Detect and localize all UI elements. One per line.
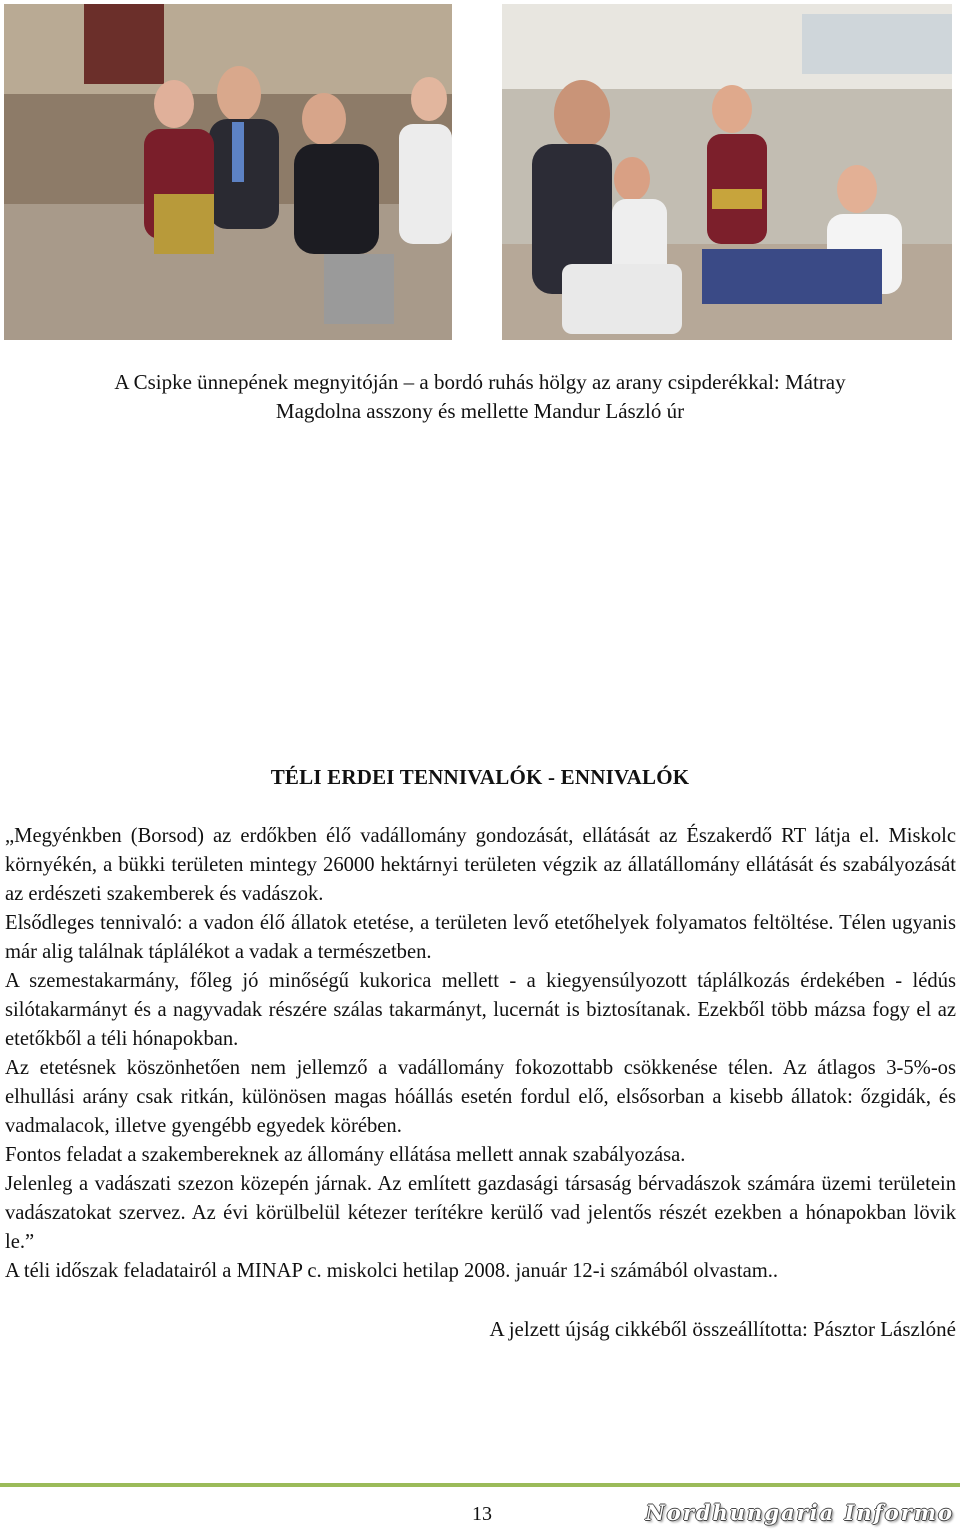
page-number: 13 (472, 1503, 492, 1525)
article-paragraph: A szemestakarmány, főleg jó minőségű kukorica mellett - a kiegyensúlyozott táplálkozás érdekében - lédús silótakarmányt és a nagyvadak részére szálas takarmányt, lucernát is biztosítanak. Ezekből több mázsa fogy el az etetőkből a téli hónapokban. (5, 970, 956, 1050)
article-signature: A jelzett újság cikkéből összeállította: Pásztor Lászlóné (489, 1317, 956, 1341)
article-paragraph: Jelenleg a vadászati szezon közepén járnak. Az említett gazdasági társaság bérvadászok számára üzemi területein vadászatokat szervez. Az évi körülbelül kétezer terítékre kerülő vad jelentős részét ezekben a hónapokban lövik le.” (5, 1173, 956, 1253)
article-paragraph: Az etetésnek köszönhetően nem jellemző a vadállomány fokozottabb csökkenése télen. Az átlagos 3-5%-os elhullási arány csak ritkán, különösen magas hóállás esetén fordul elő, elsősorban a kisebb állatok: őzgidák, és vadmalacok, illetve gyengébb egyedek körében. (5, 1057, 956, 1137)
photo-opening-ceremony (4, 4, 452, 340)
photo-caption (30, 368, 930, 426)
article-paragraph: „Megyénkben (Borsod) az erdőkben élő vadállomány gondozását, ellátását az Északerdő RT látja el. Miskolc környékén, a bükki területen mintegy 26000 hektárnyi területen végzik az állatállomány ellátását és szabályozását az erdészeti szakemberek és vadászok. (5, 825, 956, 905)
photo-lace-makers (502, 4, 952, 340)
publication-brand: Nordhungaria Informo (645, 1500, 954, 1525)
photo-seated-guests (4, 4, 452, 340)
article-body (5, 822, 956, 1286)
photo-lace-exhibition (502, 4, 952, 340)
caption-line-1: A Csipke ünnepének megnyitóján – a bordó ruhás hölgy az arany csipderékkal: Mátray (114, 370, 846, 394)
article-title: TÉLI ERDEI TENNIVALÓK - ENNIVALÓK (270, 765, 690, 789)
caption-line-2: Magdolna asszony és mellette Mandur László úr (275, 399, 685, 423)
article-paragraph: A téli időszak feladatairól a MINAP c. miskolci hetilap 2008. január 12-i számából olvastam.. (5, 1260, 779, 1282)
article-paragraph: Fontos feladat a szakembereknek az állomány ellátása mellett annak szabályozása. (5, 1144, 686, 1166)
article-paragraph: Elsődleges tennivaló: a vadon élő állatok etetése, a területen levő etetőhelyek folyamatos feltöltése. Télen ugyanis már alig találnak táplálékot a vadak a természetben. (5, 912, 956, 963)
footer-divider (0, 1483, 960, 1487)
